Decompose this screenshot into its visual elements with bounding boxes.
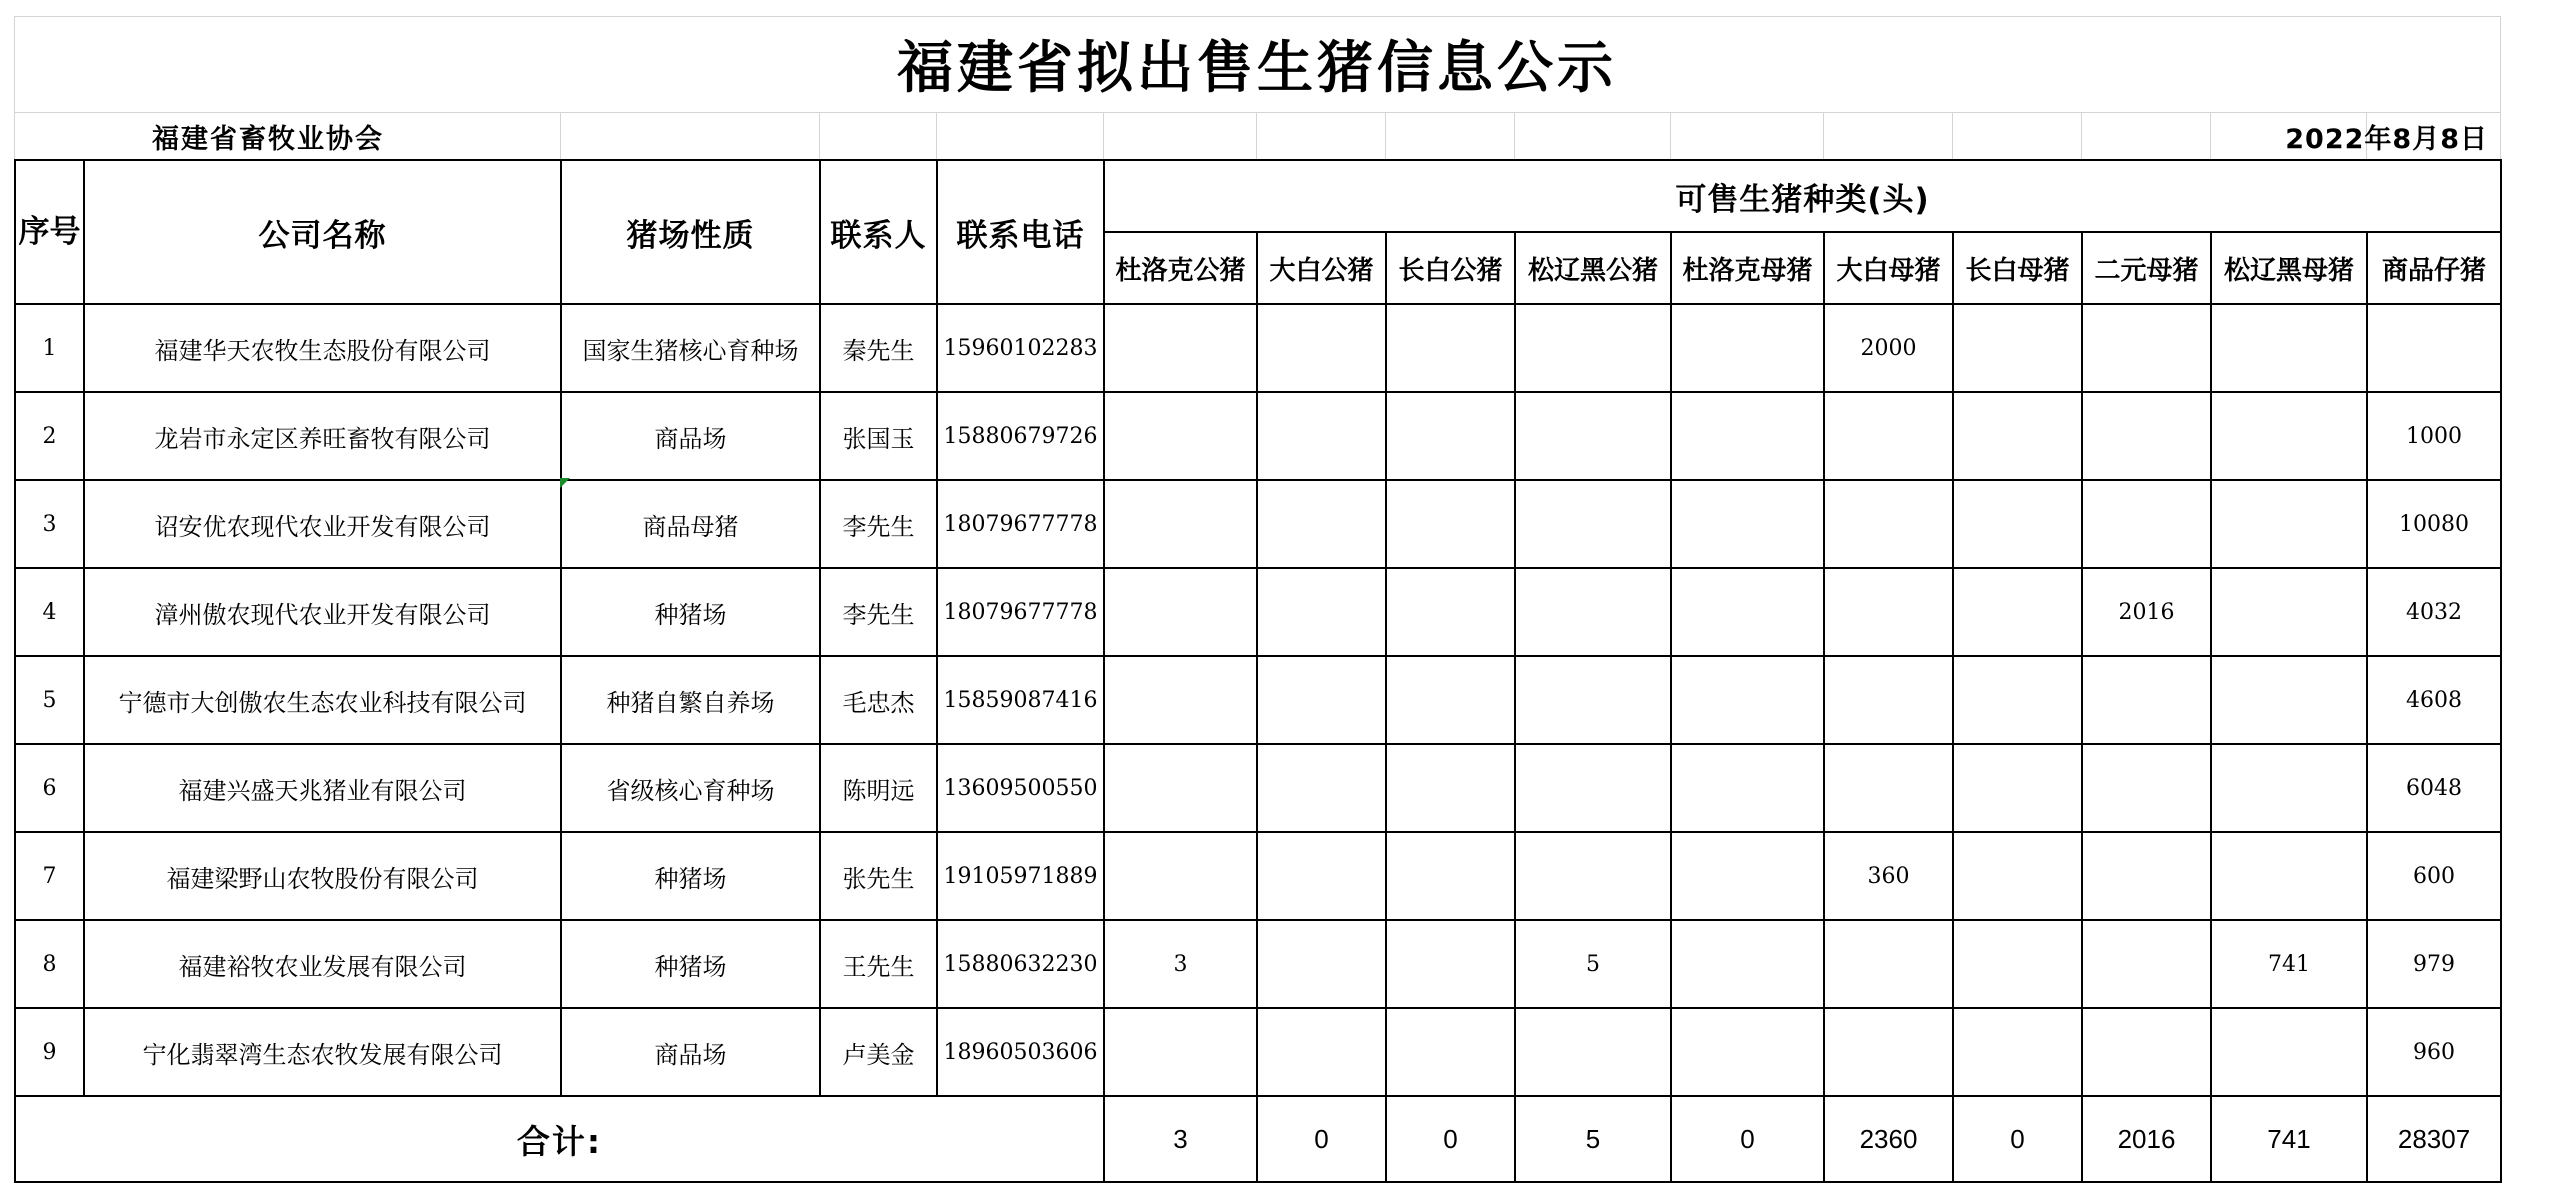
header-type: 大白母猪 [1824,232,1953,304]
row-type-value[interactable]: 360 [1824,832,1953,920]
row-farm-type[interactable]: 种猪场 [561,568,820,656]
row-type-value[interactable] [1515,568,1671,656]
row-type-value[interactable]: 979 [2367,920,2501,1008]
row-type-value[interactable] [1671,480,1824,568]
table-row [15,656,2501,744]
row-type-value[interactable] [2367,304,2501,392]
row-type-value[interactable]: 4608 [2367,656,2501,744]
row-type-value[interactable] [2082,1008,2211,1096]
row-type-value[interactable] [1515,656,1671,744]
header-type: 商品仔猪 [2367,232,2501,304]
spreadsheet-sheet [14,16,2500,1182]
row-type-value[interactable] [2082,920,2211,1008]
row-contact[interactable]: 毛忠杰 [820,656,937,744]
header-contact: 联系人 [820,160,937,304]
header-company: 公司名称 [84,160,561,304]
header-farm-type: 猪场性质 [561,160,820,304]
row-type-value[interactable] [1515,832,1671,920]
table-row [15,744,2501,832]
publish-date: 2022年8月8日 [2285,123,2488,155]
row-phone[interactable]: 18079677778 [937,568,1104,656]
row-type-value[interactable] [1104,832,1257,920]
gridline [1256,112,1257,159]
row-phone[interactable]: 15880632230 [937,920,1104,1008]
row-phone[interactable]: 15960102283 [937,304,1104,392]
row-type-value[interactable] [1515,744,1671,832]
row-type-value[interactable] [1671,1008,1824,1096]
gridline [1103,112,1104,159]
row-type-value[interactable] [1515,392,1671,480]
header-type: 二元母猪 [2082,232,2211,304]
gridline [560,112,561,159]
row-contact[interactable]: 张国玉 [820,392,937,480]
row-type-value[interactable] [1671,568,1824,656]
gridline [2081,112,2082,159]
row-type-value[interactable] [1104,744,1257,832]
total-value[interactable]: 2360 [1824,1096,1953,1182]
row-type-value[interactable] [1671,304,1824,392]
row-type-value[interactable] [2082,480,2211,568]
row-type-value[interactable] [2211,304,2367,392]
row-type-value[interactable] [1104,480,1257,568]
row-phone[interactable]: 18960503606 [937,1008,1104,1096]
gridline [936,112,937,159]
gridline [2210,112,2211,159]
header-type: 长白母猪 [1953,232,2082,304]
row-type-value[interactable]: 600 [2367,832,2501,920]
row-type-value[interactable]: 1000 [2367,392,2501,480]
row-type-value[interactable] [1386,832,1515,920]
row-type-value[interactable] [2211,568,2367,656]
row-type-value[interactable] [1953,744,2082,832]
row-company[interactable]: 宁化翡翠湾生态农牧发展有限公司 [84,1008,561,1096]
row-company[interactable]: 宁德市大创傲农生态农业科技有限公司 [84,656,561,744]
row-type-value[interactable] [1386,744,1515,832]
table-row [15,392,2501,480]
row-type-value[interactable] [1953,832,2082,920]
page-title: 福建省拟出售生猪信息公示 [897,36,1617,101]
row-type-value[interactable] [1257,832,1386,920]
row-type-value[interactable] [2211,832,2367,920]
row-type-value[interactable] [1824,568,1953,656]
row-type-value[interactable] [1104,1008,1257,1096]
row-type-value[interactable] [1953,480,2082,568]
row-company[interactable]: 福建兴盛天兆猪业有限公司 [84,744,561,832]
row-type-value[interactable] [1824,392,1953,480]
total-value[interactable]: 3 [1104,1096,1257,1182]
total-label: 合计: [15,1096,1104,1182]
row-type-value[interactable] [1824,480,1953,568]
row-type-value[interactable]: 4032 [2367,568,2501,656]
table-row [15,568,2501,656]
row-type-value[interactable]: 3 [1104,920,1257,1008]
row-type-value[interactable]: 2016 [2082,568,2211,656]
row-type-value[interactable] [1386,1008,1515,1096]
organization-name: 福建省畜牧业协会 [152,123,384,155]
row-type-value[interactable] [2211,1008,2367,1096]
row-seq[interactable]: 3 [15,480,84,568]
row-type-value[interactable] [1386,392,1515,480]
row-type-value[interactable] [1671,744,1824,832]
row-seq[interactable]: 9 [15,1008,84,1096]
row-company[interactable]: 龙岩市永定区养旺畜牧有限公司 [84,392,561,480]
row-type-value[interactable]: 10080 [2367,480,2501,568]
header-type: 大白公猪 [1257,232,1386,304]
row-company[interactable]: 福建裕牧农业发展有限公司 [84,920,561,1008]
gridline [2500,16,2501,159]
gridline [819,112,820,159]
row-type-value[interactable]: 741 [2211,920,2367,1008]
gridline [1385,112,1386,159]
row-type-value[interactable] [1824,1008,1953,1096]
row-seq[interactable]: 4 [15,568,84,656]
gridline [1514,112,1515,159]
table-row [15,480,2501,568]
header-types-group: 可售生猪种类(头) [1104,160,2501,232]
row-type-value[interactable] [1257,656,1386,744]
row-type-value[interactable] [1257,304,1386,392]
total-value[interactable]: 28307 [2367,1096,2501,1182]
row-contact[interactable]: 秦先生 [820,304,937,392]
row-contact[interactable]: 陈明远 [820,744,937,832]
table-row [15,1008,2501,1096]
row-type-value[interactable]: 2000 [1824,304,1953,392]
row-type-value[interactable] [1953,920,2082,1008]
row-type-value[interactable] [2082,744,2211,832]
gridline [1823,112,1824,159]
row-farm-type[interactable]: 种猪自繁自养场 [561,656,820,744]
row-type-value[interactable] [1257,920,1386,1008]
row-phone[interactable]: 15859087416 [937,656,1104,744]
row-farm-type[interactable]: 种猪场 [561,832,820,920]
row-contact[interactable]: 李先生 [820,480,937,568]
row-type-value[interactable] [1386,304,1515,392]
row-seq[interactable]: 7 [15,832,84,920]
row-phone[interactable]: 13609500550 [937,744,1104,832]
row-contact[interactable]: 张先生 [820,832,937,920]
row-type-value[interactable] [2211,392,2367,480]
row-type-value[interactable] [1386,480,1515,568]
row-type-value[interactable] [2082,392,2211,480]
row-type-value[interactable] [1257,568,1386,656]
row-type-value[interactable] [1257,1008,1386,1096]
row-type-value[interactable] [1386,920,1515,1008]
row-type-value[interactable] [1953,568,2082,656]
table-row [15,304,2501,392]
row-type-value[interactable] [1953,392,2082,480]
row-farm-type[interactable]: 商品场 [561,392,820,480]
row-seq[interactable]: 2 [15,392,84,480]
row-farm-type[interactable]: 商品场 [561,1008,820,1096]
row-company[interactable]: 福建华天农牧生态股份有限公司 [84,304,561,392]
row-type-value[interactable] [2082,656,2211,744]
pig-sale-table [14,159,2502,1183]
row-type-value[interactable] [2082,304,2211,392]
row-type-value[interactable] [1386,568,1515,656]
row-seq[interactable]: 5 [15,656,84,744]
row-type-value[interactable] [1671,832,1824,920]
header-type: 杜洛克公猪 [1104,232,1257,304]
total-row [15,1096,2501,1182]
row-type-value[interactable] [1953,656,2082,744]
row-type-value[interactable] [1953,1008,2082,1096]
row-type-value[interactable] [2082,832,2211,920]
row-farm-type[interactable]: 省级核心育种场 [561,744,820,832]
row-type-value[interactable] [1824,744,1953,832]
row-company[interactable]: 福建梁野山农牧股份有限公司 [84,832,561,920]
row-phone[interactable]: 15880679726 [937,392,1104,480]
row-phone[interactable]: 19105971889 [937,832,1104,920]
row-farm-type[interactable]: 国家生猪核心育种场 [561,304,820,392]
row-type-value[interactable] [1953,304,2082,392]
row-type-value[interactable] [1386,656,1515,744]
total-value[interactable]: 0 [1257,1096,1386,1182]
header-type: 松辽黑母猪 [2211,232,2367,304]
header-phone: 联系电话 [937,160,1104,304]
row-seq[interactable]: 1 [15,304,84,392]
row-company[interactable]: 漳州傲农现代农业开发有限公司 [84,568,561,656]
row-type-value[interactable] [1257,480,1386,568]
total-value[interactable]: 5 [1515,1096,1671,1182]
header-type: 松辽黑公猪 [1515,232,1671,304]
header-type: 杜洛克母猪 [1671,232,1824,304]
row-seq[interactable]: 8 [15,920,84,1008]
row-type-value[interactable] [1104,568,1257,656]
row-type-value[interactable] [1104,392,1257,480]
row-type-value[interactable] [1515,304,1671,392]
total-value[interactable]: 0 [1953,1096,2082,1182]
table-row [15,832,2501,920]
row-type-value[interactable] [1257,392,1386,480]
row-type-value[interactable]: 5 [1515,920,1671,1008]
gridline [1670,112,1671,159]
table-row [15,920,2501,1008]
row-contact[interactable]: 王先生 [820,920,937,1008]
row-farm-type[interactable]: 种猪场 [561,920,820,1008]
row-type-value[interactable] [1671,920,1824,1008]
header-type: 长白公猪 [1386,232,1515,304]
row-type-value[interactable]: 960 [2367,1008,2501,1096]
gridline [14,112,2500,113]
row-type-value[interactable] [1515,480,1671,568]
total-value[interactable]: 2016 [2082,1096,2211,1182]
row-contact[interactable]: 卢美金 [820,1008,937,1096]
row-type-value[interactable] [2211,656,2367,744]
row-type-value[interactable] [1824,656,1953,744]
total-value[interactable]: 0 [1386,1096,1515,1182]
cell-comment-marker [560,478,570,488]
total-value[interactable]: 0 [1671,1096,1824,1182]
total-value[interactable]: 741 [2211,1096,2367,1182]
row-company[interactable]: 诏安优农现代农业开发有限公司 [84,480,561,568]
row-type-value[interactable] [2211,480,2367,568]
row-type-value[interactable] [1824,920,1953,1008]
row-type-value[interactable] [1515,1008,1671,1096]
row-type-value[interactable] [1257,744,1386,832]
row-type-value[interactable] [1671,392,1824,480]
gridline [1952,112,1953,159]
row-farm-type[interactable]: 商品母猪 [561,480,820,568]
row-contact[interactable]: 李先生 [820,568,937,656]
header-seq: 序号 [15,160,84,304]
row-type-value[interactable] [1671,656,1824,744]
row-seq[interactable]: 6 [15,744,84,832]
row-type-value[interactable]: 6048 [2367,744,2501,832]
row-phone[interactable]: 18079677778 [937,480,1104,568]
row-type-value[interactable] [1104,656,1257,744]
row-type-value[interactable] [1104,304,1257,392]
row-type-value[interactable] [2211,744,2367,832]
